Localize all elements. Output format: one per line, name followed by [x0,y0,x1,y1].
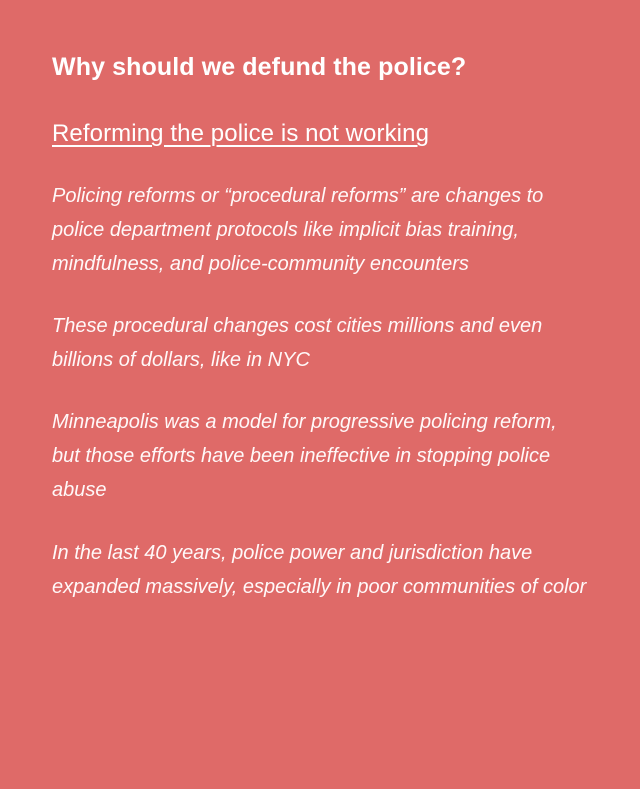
section-heading: Reforming the police is not working [52,120,430,147]
paragraph-procedural-reforms: Policing reforms or “procedural reforms” are changes to police department protocols like implicit bias training, mindfulness, and police-community encounters [52,185,544,275]
paragraph-minneapolis: Minneapolis was a model for progressive policing reform, but those efforts have been ineffective in stopping police abuse [52,411,557,501]
page-title: Why should we defund the police? [52,53,467,81]
paragraph-reform-costs: These procedural changes cost cities millions and even billions of dollars, like in NYC [52,315,543,371]
paragraph-police-expansion: In the last 40 years, police power and jurisdiction have expanded massively, especially in poor communities of color [52,542,587,598]
